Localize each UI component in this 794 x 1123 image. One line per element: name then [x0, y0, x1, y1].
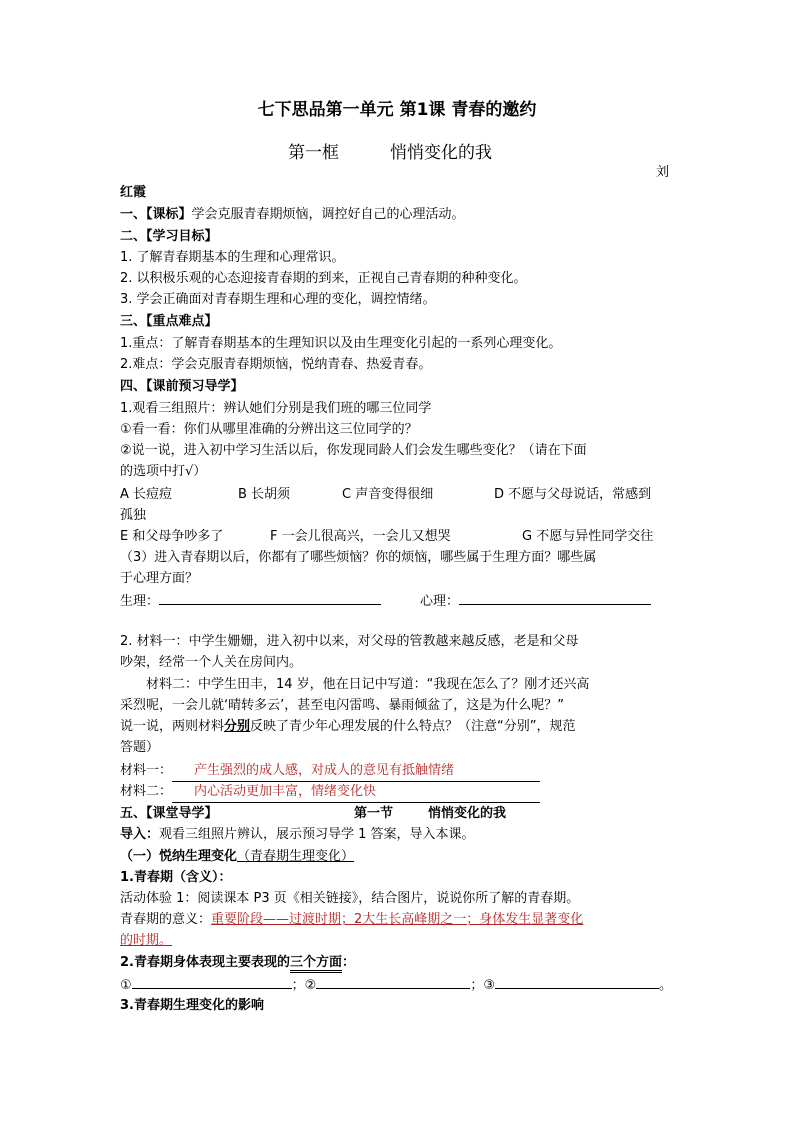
section-number: 第一节 [354, 806, 394, 821]
option-d-continued: 孤独 [120, 508, 147, 523]
paragraph: ②说一说，进入初中学习生活以后，你发现同龄人们会发生哪些变化？（请在下面 [120, 443, 587, 458]
circle-number: ；② [291, 978, 317, 993]
list-item: 2. 以积极乐观的心态迎接青春期的到来，正视自己青春期的种种变化。 [120, 271, 527, 286]
fill-blank-3[interactable] [495, 974, 659, 989]
intro-label: 导入： [120, 827, 160, 842]
fill-blank-2[interactable] [316, 974, 470, 989]
subtitle-name: 悄悄变化的我 [390, 143, 492, 163]
question-text: 说一说，两则材料 [120, 719, 225, 734]
fill-blank-1[interactable] [132, 974, 292, 989]
meaning-label: 青春期的意义： [120, 912, 212, 927]
paragraph: 于心理方面？ [120, 571, 199, 586]
activity: 活动体验 1：阅读课本 P3 页《相关链接》，结合图片，说说你所了解的青春期。 [120, 891, 580, 906]
list-item: 1.重点：了解青春期基本的生理知识以及由生理变化引起的一系列心理变化。 [120, 336, 562, 351]
question-heading [120, 952, 355, 973]
answer-row [120, 760, 540, 782]
question-text: 反映了青少年心理发展的什么特点？（注意“分别”，规范 [250, 719, 576, 734]
answer-label: 材料二： [120, 784, 173, 799]
paragraph: （3）进入青春期以后，你都有了哪些烦恼？你的烦恼，哪些属于生理方面？哪些属 [120, 550, 597, 565]
question-text: 2.青春期身体表现主要表现的 [120, 955, 290, 970]
option-f: F 一会儿很高兴，一会儿又想哭 [270, 529, 451, 544]
psychology-label: 心理： [420, 594, 460, 609]
author-given-name: 红霞 [120, 185, 147, 200]
answer-label: 材料一： [120, 763, 173, 778]
part-heading [120, 846, 354, 867]
page-title: 七下思品第一单元 第1课 青春的邀约 [257, 100, 537, 120]
option-b: B 长胡须 [238, 487, 291, 502]
meaning-value: 重要阶段——过渡时期；2大生长高峰期之一；身体发生显著变化 [211, 912, 584, 927]
list-item: 3. 学会正确面对青春期生理和心理的变化，调控情绪。 [120, 292, 436, 307]
option-c: C 声音变得很细 [342, 487, 434, 502]
list-item: 2.难点：学会克服青春期烦恼，悦纳青春、热爱青春。 [120, 357, 432, 372]
answer-value: 内心活动更加丰富，情绪变化快 [172, 781, 540, 803]
meaning-row [120, 909, 583, 930]
option-a: A 长痘痘 [120, 487, 173, 502]
paragraph: 采烈呢，一会儿就‘晴转多云’，甚至电闪雷鸣、暴雨倾盆了，这是为什么呢？” [120, 698, 564, 713]
option-d: D 不愿与父母说话，常感到 [494, 487, 652, 502]
section-head: 一、【课标】 [120, 207, 192, 222]
paragraph: 1.观看三组照片：辨认她们分别是我们班的哪三位同学 [120, 401, 432, 416]
paragraph: 材料二：中学生田丰，14 岁，他在日记中写道：“我现在怎么了？刚才还兴高 [146, 677, 590, 692]
question-emphasis: 分别 [224, 719, 251, 734]
section-head: 五、【课堂导学】 [120, 806, 218, 821]
section-text: 学会克服青春期烦恼，调控好自己的心理活动。 [191, 207, 465, 222]
paragraph: ①看一看：你们从哪里准确的分辨出这三位同学的？ [120, 422, 418, 437]
section-head: 四、【课前预习导学】 [120, 379, 244, 394]
end-punctuation: 。 [658, 978, 672, 993]
question-text: ： [342, 955, 356, 970]
blank-row [120, 974, 672, 996]
physiology-label: 生理： [120, 594, 160, 609]
answer-row [120, 781, 540, 803]
paragraph: 2. 材料一：中学生姗姗，进入初中以来，对父母的管教越来越反感，老是和父母 [120, 634, 579, 649]
section-name: 悄悄变化的我 [428, 806, 507, 821]
part-heading-text: （一）悦纳生理变化 [120, 849, 238, 864]
part-heading-emphasis: （青春期生理变化） [237, 849, 355, 864]
physiology-blank[interactable] [159, 590, 381, 605]
circle-number: ① [120, 978, 132, 993]
subtitle-frame: 第一框 [288, 143, 339, 163]
answer-value: 产生强烈的成人感，对成人的意见有抵触情绪 [172, 760, 540, 782]
paragraph: 吵架，经常一个人关在房间内。 [120, 655, 303, 670]
question [120, 716, 576, 737]
section-curriculum [120, 204, 465, 225]
question-heading: 1.青春期（含义）： [120, 870, 232, 885]
paragraph: 的选项中打√） [120, 464, 207, 479]
meaning-continued: 的时期。 [120, 933, 173, 948]
question-emphasis: 三个方面 [290, 955, 342, 973]
physiology-answer-row [120, 590, 381, 612]
psychology-blank[interactable] [459, 590, 651, 605]
option-g: G 不愿与异性同学交往 [522, 529, 654, 544]
section-head: 三、【重点难点】 [120, 314, 218, 329]
paragraph: 答题） [120, 740, 160, 755]
question-heading: 3.青春期生理变化的影响 [120, 998, 264, 1013]
circle-number: ；③ [470, 978, 495, 993]
intro [120, 824, 475, 845]
list-item: 1. 了解青春期基本的生理和心理常识。 [120, 250, 345, 265]
author-surname: 刘 [656, 165, 670, 180]
intro-text: 观看三组照片辨认，展示预习导学 1 答案，导入本课。 [159, 827, 475, 842]
option-e: E 和父母争吵多了 [120, 529, 224, 544]
section-head: 二、【学习目标】 [120, 229, 218, 244]
psychology-answer-row [420, 590, 651, 612]
